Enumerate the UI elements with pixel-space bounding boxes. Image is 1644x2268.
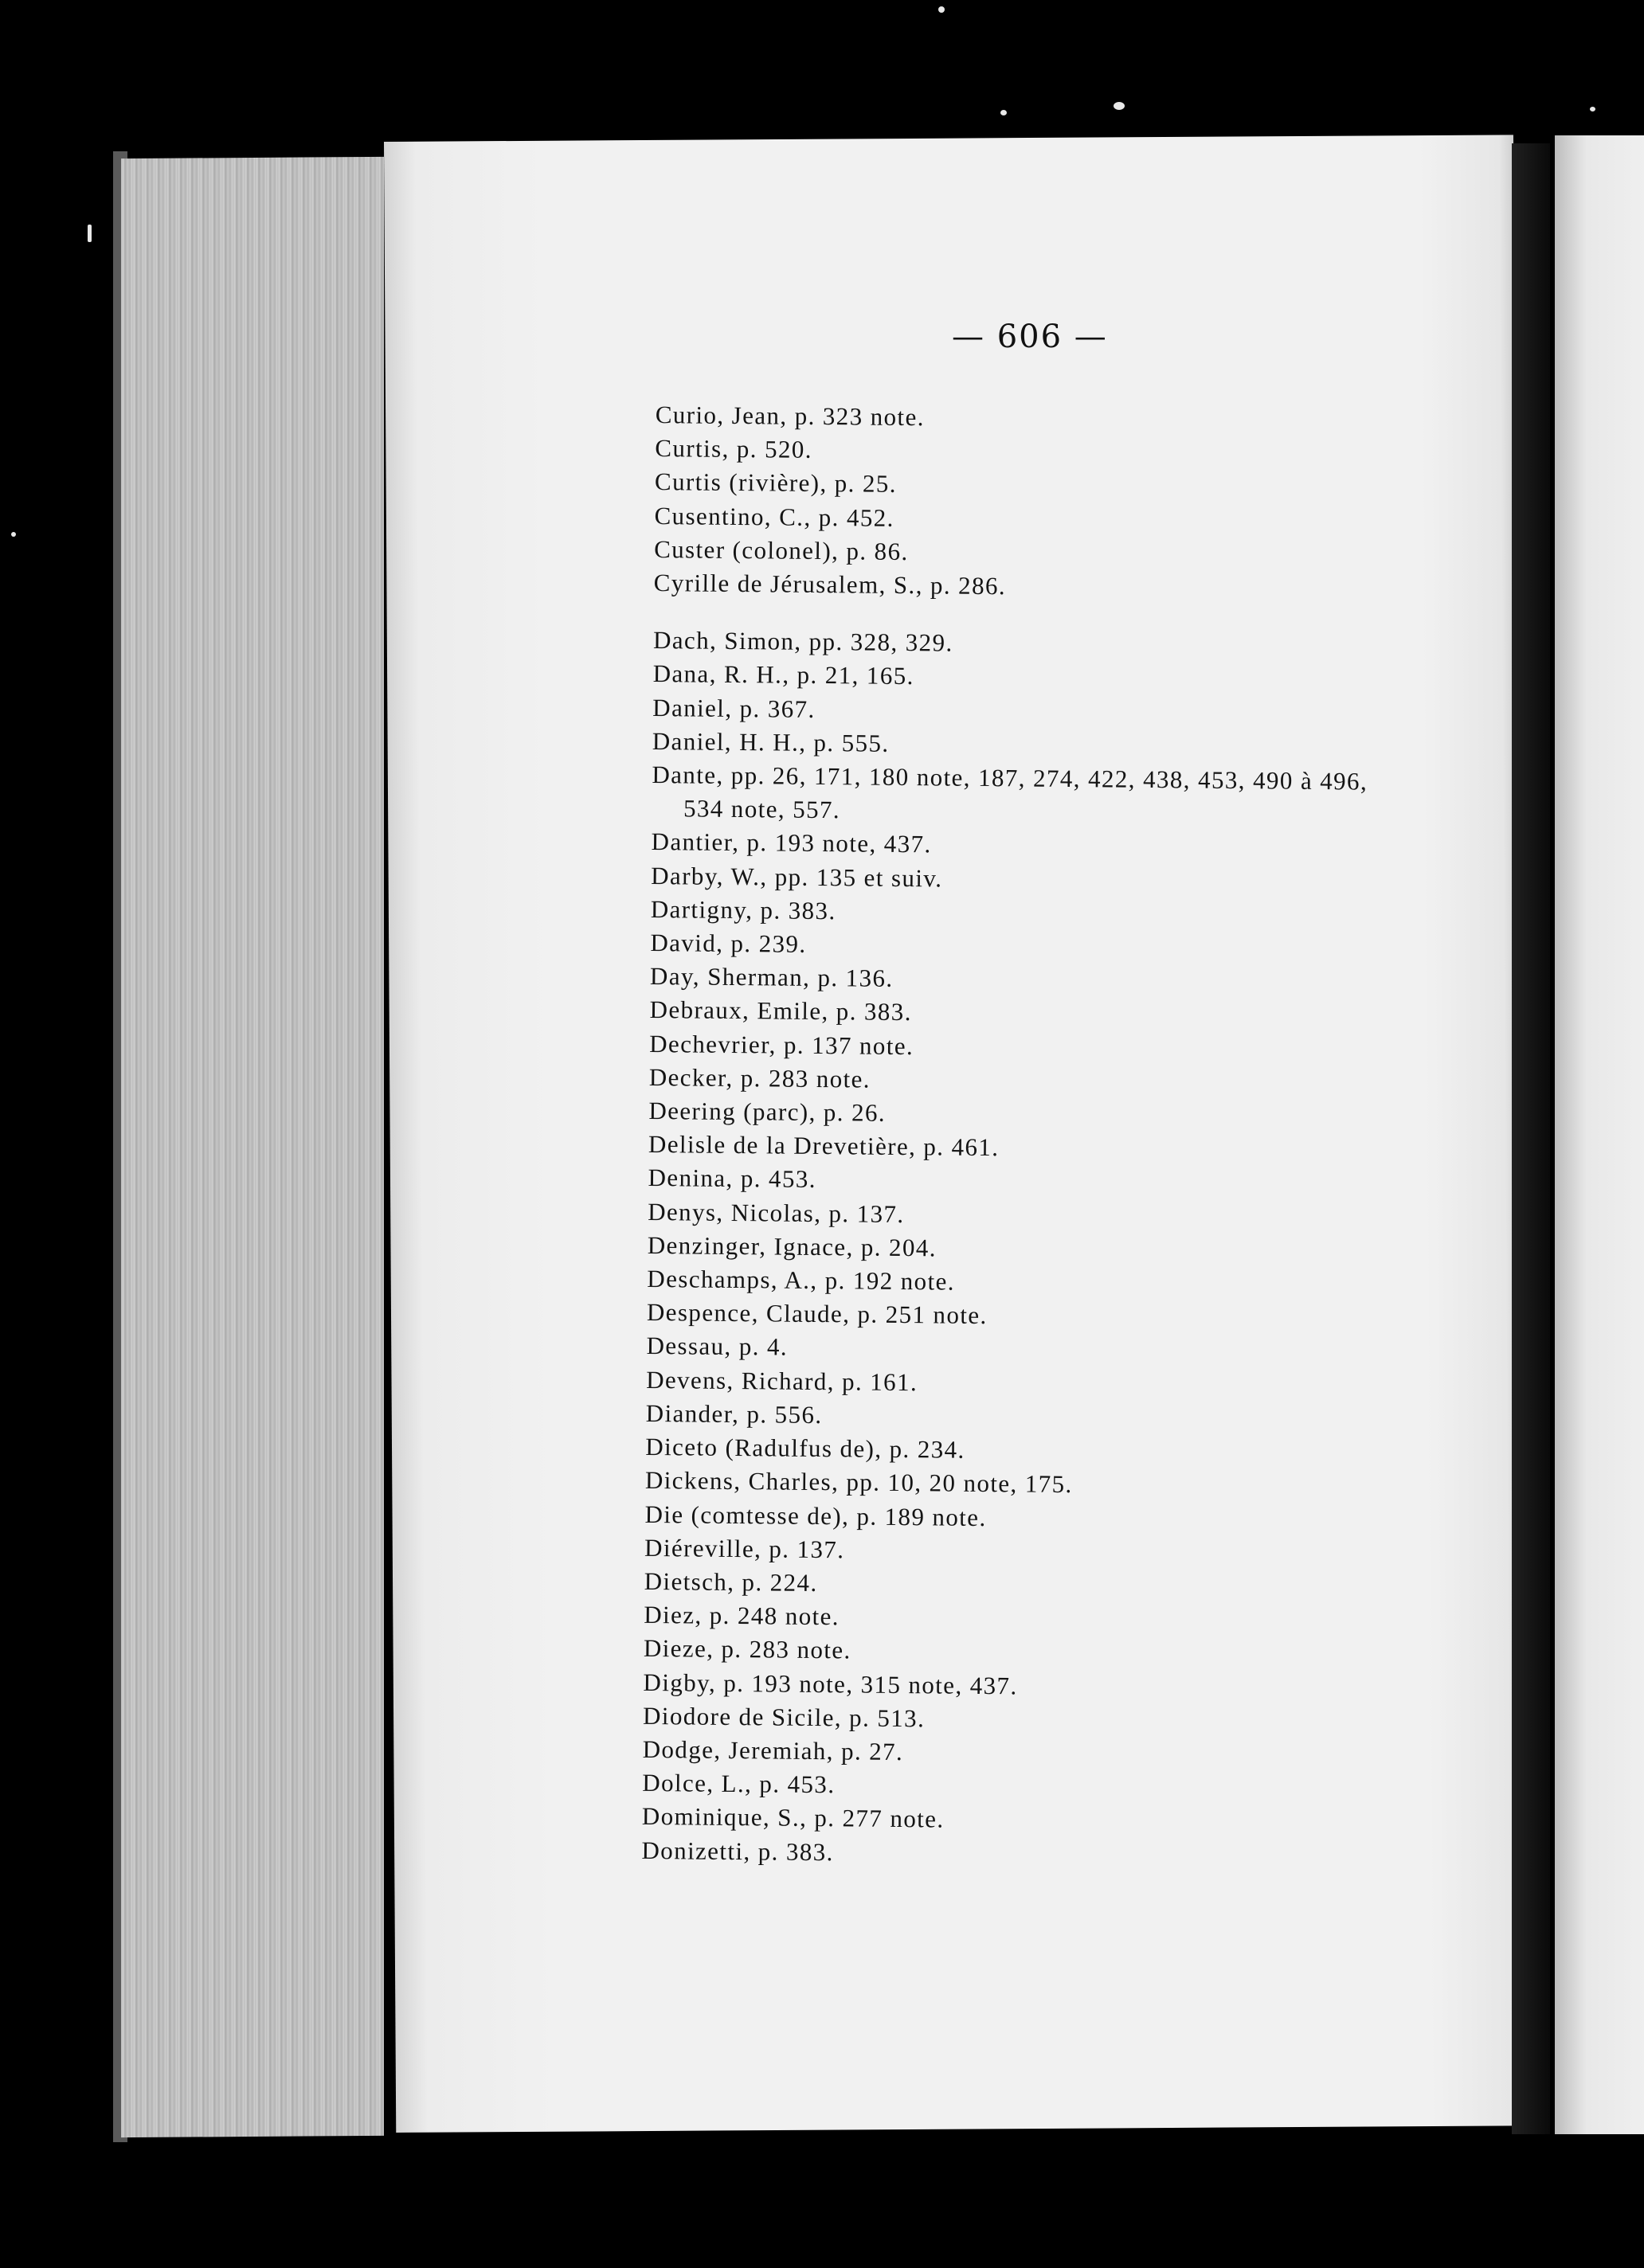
index-entry: Dantier, p. 193 note, 437.: [651, 827, 932, 858]
index-entry: Custer (colonel), p. 86.: [654, 534, 909, 565]
index-entry: Curtis, p. 520.: [655, 434, 813, 464]
name-index-list: [641, 398, 1436, 1875]
index-entry: Diéreville, p. 137.: [644, 1533, 845, 1564]
book-page-edges: [121, 157, 384, 2137]
index-entry: Deering (parc), p. 26.: [648, 1097, 887, 1127]
index-entry: Diceto (Radulfus de), p. 234.: [645, 1433, 965, 1464]
index-entry: Day, Sherman, p. 136.: [649, 962, 894, 993]
index-entry: Cusentino, C., p. 452.: [654, 501, 894, 532]
index-entry: David, p. 239.: [650, 929, 807, 958]
index-entry: Dach, Simon, pp. 328, 329.: [652, 626, 953, 657]
dust-speck: [1000, 110, 1007, 115]
index-entry-continuation: 534 note, 557.: [683, 794, 841, 824]
index-entry: Daniel, H. H., p. 555.: [652, 726, 890, 757]
index-entry: Darby, W., pp. 135 et suiv.: [651, 861, 943, 893]
index-entry: Cyrille de Jérusalem, S., p. 286.: [653, 569, 1007, 600]
index-entry: Dieze, p. 283 note.: [643, 1634, 851, 1664]
index-entry: Daniel, p. 367.: [652, 693, 816, 723]
index-entry: Delisle de la Drevetière, p. 461.: [648, 1130, 1000, 1162]
index-entry: Devens, Richard, p. 161.: [646, 1365, 918, 1396]
index-entry: Denys, Nicolas, p. 137.: [648, 1197, 905, 1228]
dust-speck: [938, 6, 945, 13]
index-entry: Debraux, Emile, p. 383.: [649, 995, 912, 1026]
facing-page-edge: [1555, 135, 1644, 2134]
dust-speck: [1114, 102, 1125, 110]
index-entry: Curio, Jean, p. 323 note.: [655, 400, 926, 432]
index-entry: Dickens, Charles, pp. 10, 20 note, 175.: [644, 1466, 1073, 1499]
index-entry: Denina, p. 453.: [648, 1163, 817, 1194]
dust-speck: [11, 532, 16, 537]
index-entry: Dana, R. H., p. 21, 165.: [652, 659, 914, 690]
index-entry: Dechevrier, p. 137 note.: [649, 1029, 914, 1060]
index-entry: Curtis (rivière), p. 25.: [654, 467, 898, 499]
index-entry: Dietsch, p. 224.: [644, 1566, 818, 1597]
index-entry: Denzinger, Ignace, p. 204.: [647, 1230, 937, 1262]
index-entry: Dodge, Jeremiah, p. 27.: [642, 1734, 904, 1766]
index-entry: Die (comtesse de), p. 189 note.: [644, 1500, 987, 1531]
index-entry: Diodore de Sicile, p. 513.: [642, 1701, 926, 1733]
index-entry: Deschamps, A., p. 192 note.: [647, 1265, 956, 1296]
book-gutter: [1512, 143, 1550, 2134]
index-entry: Decker, p. 283 note.: [648, 1062, 871, 1093]
index-entry: Dolce, L., p. 453.: [642, 1769, 836, 1799]
index-entry: Dante, pp. 26, 171, 180 note, 187, 274, 422, 438, 453, 490 à 496,: [652, 761, 1368, 796]
dust-speck: [1590, 107, 1595, 111]
index-entry: Despence, Claude, p. 251 note.: [646, 1298, 988, 1330]
index-entry: Dessau, p. 4.: [646, 1331, 789, 1362]
index-entry: Diander, p. 556.: [645, 1398, 823, 1429]
index-entry: Dartigny, p. 383.: [650, 894, 836, 925]
index-entry: Donizetti, p. 383.: [641, 1836, 834, 1866]
index-entry: Diez, p. 248 note.: [644, 1601, 840, 1631]
index-entry: Digby, p. 193 note, 315 note, 437.: [643, 1668, 1018, 1699]
dust-speck: [88, 225, 92, 242]
page-number: — 606 —: [952, 319, 1108, 355]
index-entry: Dominique, S., p. 277 note.: [641, 1802, 945, 1833]
